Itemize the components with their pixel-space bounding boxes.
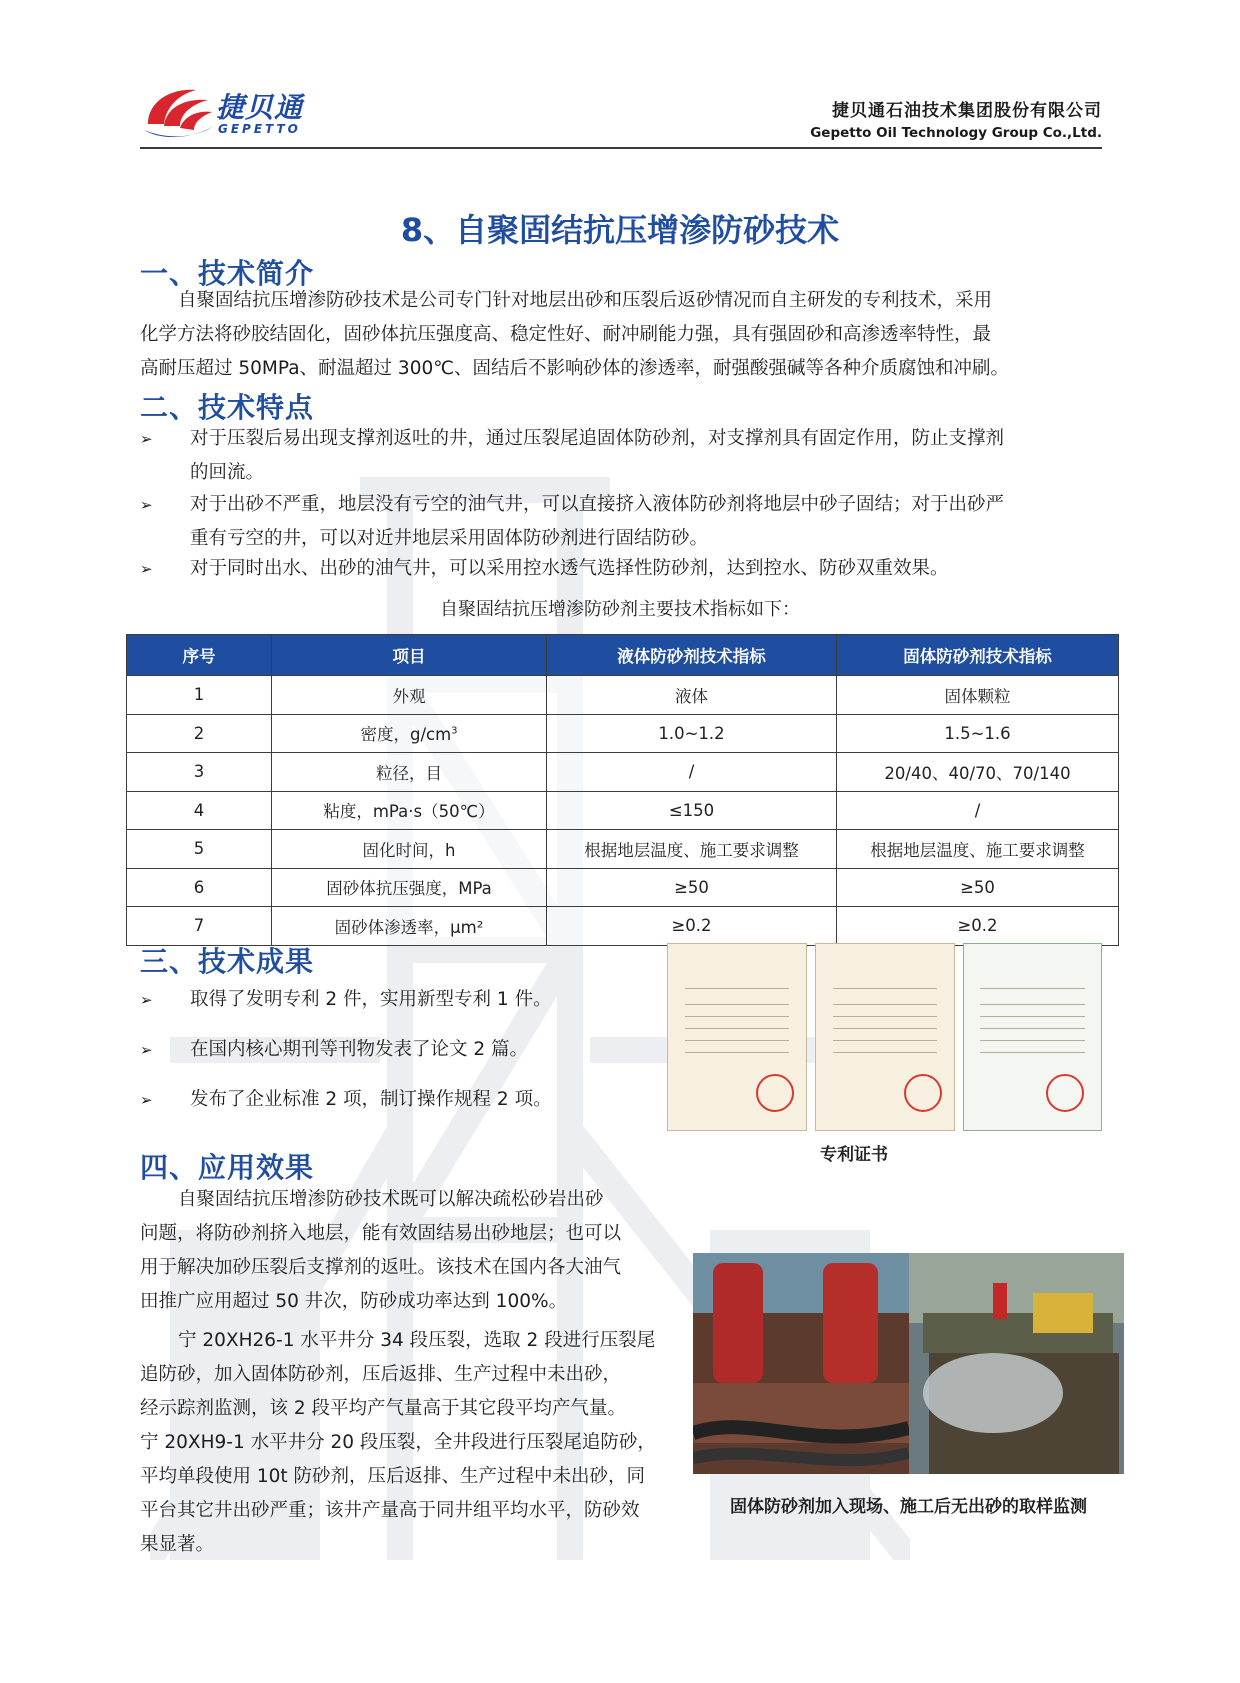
section-heading-application: 四、应用效果 [140, 1151, 315, 1184]
bullet-line: 对于同时出水、出砂的油气井，可以采用控水透气选择性防砂剂，达到控水、防砂双重效果。 [190, 558, 949, 579]
text-line: 宁 20XH9-1 水平井分 20 段压裂，全井段进行压裂尾追防砂， [140, 1432, 656, 1453]
logo-text-cn: 捷贝通 [216, 91, 304, 124]
section-heading-features: 二、技术特点 [140, 391, 315, 424]
cell-liquid: ≤150 [547, 791, 837, 830]
text-line: 自聚固结抗压增渗防砂技术是公司专门针对地层出砂和压裂后返砂情况而自主研发的专利技术，采用 [178, 290, 993, 311]
logo-text-en: GEPETTO [218, 122, 301, 136]
table-row [127, 676, 1119, 715]
text-line: 田推广应用超过 50 井次，防砂成功率达到 100%。 [140, 1291, 568, 1312]
cell-liquid: 液体 [547, 676, 837, 715]
column-header: 序号 [127, 635, 272, 676]
result-bullet [140, 983, 640, 1017]
cell-liquid: / [547, 753, 837, 792]
table-row [127, 868, 1119, 907]
text-line: 平台其它井出砂严重；该井产量高于同井组平均水平，防砂效 [140, 1500, 640, 1521]
text-line: 果显著。 [140, 1534, 215, 1555]
cell-no: 5 [127, 830, 272, 869]
arrow-bullet-icon: ➢ [140, 991, 153, 1009]
red-seal-icon [1046, 1074, 1084, 1112]
application-paragraph-1 [140, 1183, 680, 1319]
feature-bullet [140, 422, 1105, 490]
text-line: 平均单段使用 10t 防砂剂，压后返排、生产过程中未出砂，同 [140, 1466, 646, 1487]
cell-liquid: ≥0.2 [547, 907, 837, 946]
table-header-row [127, 635, 1119, 676]
logo-emblem-icon [140, 80, 216, 142]
cell-solid: 20/40、40/70、70/140 [837, 753, 1119, 792]
text-line: 宁 20XH26-1 水平井分 34 段压裂，选取 2 段进行压裂尾 [178, 1330, 656, 1351]
text-line: 高耐压超过 50MPa、耐温超过 300℃、固结后不影响砂体的渗透率，耐强酸强碱等各种介质腐蚀和冲刷。 [140, 358, 1010, 379]
feature-bullet [140, 488, 1105, 556]
cell-no: 3 [127, 753, 272, 792]
arrow-bullet-icon: ➢ [140, 1041, 153, 1059]
company-name-en: Gepetto Oil Technology Group Co.,Ltd. [810, 125, 1102, 141]
bullet-line: 对于出砂不严重，地层没有亏空的油气井，可以直接挤入液体防砂剂将地层中砂子固结；对于出砂严 [190, 494, 1005, 515]
column-header: 项目 [272, 635, 547, 676]
text-line: 自聚固结抗压增渗防砂技术既可以解决疏松砂岩出砂 [178, 1189, 604, 1210]
bullet-line: 重有亏空的井，可以对近井地层采用固体防砂剂进行固结防砂。 [190, 528, 709, 549]
cell-solid: ≥0.2 [837, 907, 1119, 946]
company-name [810, 96, 1102, 141]
section-heading-intro: 一、技术简介 [140, 257, 315, 290]
result-bullet [140, 1033, 640, 1067]
cell-item: 固砂体渗透率，μm² [272, 907, 547, 946]
cell-item: 外观 [272, 676, 547, 715]
cell-item: 粒径，目 [272, 753, 547, 792]
application-paragraph-2 [140, 1324, 685, 1562]
cell-item: 粘度，mPa·s（50℃） [272, 791, 547, 830]
column-header: 固体防砂剂技术指标 [837, 635, 1119, 676]
intro-paragraph [140, 284, 1105, 386]
result-bullet [140, 1083, 640, 1117]
company-name-cn: 捷贝通石油技术集团股份有限公司 [832, 101, 1102, 121]
cell-item: 固砂体抗压强度，MPa [272, 868, 547, 907]
bullet-line: 的回流。 [190, 462, 265, 483]
bullet-line: 对于压裂后易出现支撑剂返吐的井，通过压裂尾追固体防砂剂，对支撑剂具有固定作用，防止支撑剂 [190, 428, 1005, 449]
site-photo-equipment [693, 1253, 909, 1474]
cell-solid: 固体颗粒 [837, 676, 1119, 715]
patent-certificates [667, 943, 1102, 1131]
patent-certificate-image [815, 943, 955, 1131]
bullet-line: 发布了企业标准 2 项，制订操作规程 2 项。 [190, 1089, 552, 1110]
header-divider [140, 147, 1102, 149]
document-title: 8、自聚固结抗压增渗防砂技术 [400, 211, 840, 249]
cell-no: 4 [127, 791, 272, 830]
column-header: 液体防砂剂技术指标 [547, 635, 837, 676]
table-caption: 自聚固结抗压增渗防砂剂主要技术指标如下： [440, 599, 800, 620]
site-photos [693, 1253, 1124, 1474]
patent-certificate-image [667, 943, 807, 1131]
text-line: 用于解决加砂压裂后支撑剂的返吐。该技术在国内各大油气 [140, 1257, 622, 1278]
arrow-bullet-icon: ➢ [140, 1091, 153, 1109]
site-photo-sampling [909, 1253, 1124, 1474]
section-heading-results: 三、技术成果 [140, 945, 315, 978]
text-line: 追防砂，加入固体防砂剂，压后返排、生产过程中未出砂， [140, 1364, 622, 1385]
bullet-line: 取得了发明专利 2 件，实用新型专利 1 件。 [190, 989, 552, 1010]
cell-item: 固化时间，h [272, 830, 547, 869]
cell-no: 7 [127, 907, 272, 946]
table-row [127, 791, 1119, 830]
arrow-bullet-icon: ➢ [140, 496, 153, 514]
certificate-caption: 专利证书 [820, 1145, 888, 1165]
cell-no: 1 [127, 676, 272, 715]
spec-table [126, 634, 1119, 946]
cell-solid: ≥50 [837, 868, 1119, 907]
cell-item: 密度，$g/cm^3$ [272, 714, 547, 753]
cell-solid: / [837, 791, 1119, 830]
table-row [127, 714, 1119, 753]
text-line: 问题，将防砂剂挤入地层，能有效固结易出砂地层；也可以 [140, 1223, 622, 1244]
cell-solid: 1.5~1.6 [837, 714, 1119, 753]
arrow-bullet-icon: ➢ [140, 430, 153, 448]
cell-solid: 根据地层温度、施工要求调整 [837, 830, 1119, 869]
utility-certificate-image [963, 943, 1102, 1131]
text-line: 经示踪剂监测，该 2 段平均产气量高于其它段平均产气量。 [140, 1398, 627, 1419]
arrow-bullet-icon: ➢ [140, 560, 153, 578]
photo-caption: 固体防砂剂加入现场、施工后无出砂的取样监测 [730, 1497, 1087, 1517]
red-seal-icon [904, 1074, 942, 1112]
cell-liquid: 1.0~1.2 [547, 714, 837, 753]
cell-liquid: ≥50 [547, 868, 837, 907]
company-logo [140, 80, 320, 142]
table-row [127, 830, 1119, 869]
table-row [127, 753, 1119, 792]
feature-bullet [140, 552, 1105, 586]
bullet-line: 在国内核心期刊等刊物发表了论文 2 篇。 [190, 1039, 529, 1060]
text-line: 化学方法将砂胶结固化，固砂体抗压强度高、稳定性好、耐冲刷能力强，具有强固砂和高渗透率特性，最 [140, 324, 992, 345]
red-seal-icon [756, 1074, 794, 1112]
cell-liquid: 根据地层温度、施工要求调整 [547, 830, 837, 869]
cell-no: 2 [127, 714, 272, 753]
cell-no: 6 [127, 868, 272, 907]
